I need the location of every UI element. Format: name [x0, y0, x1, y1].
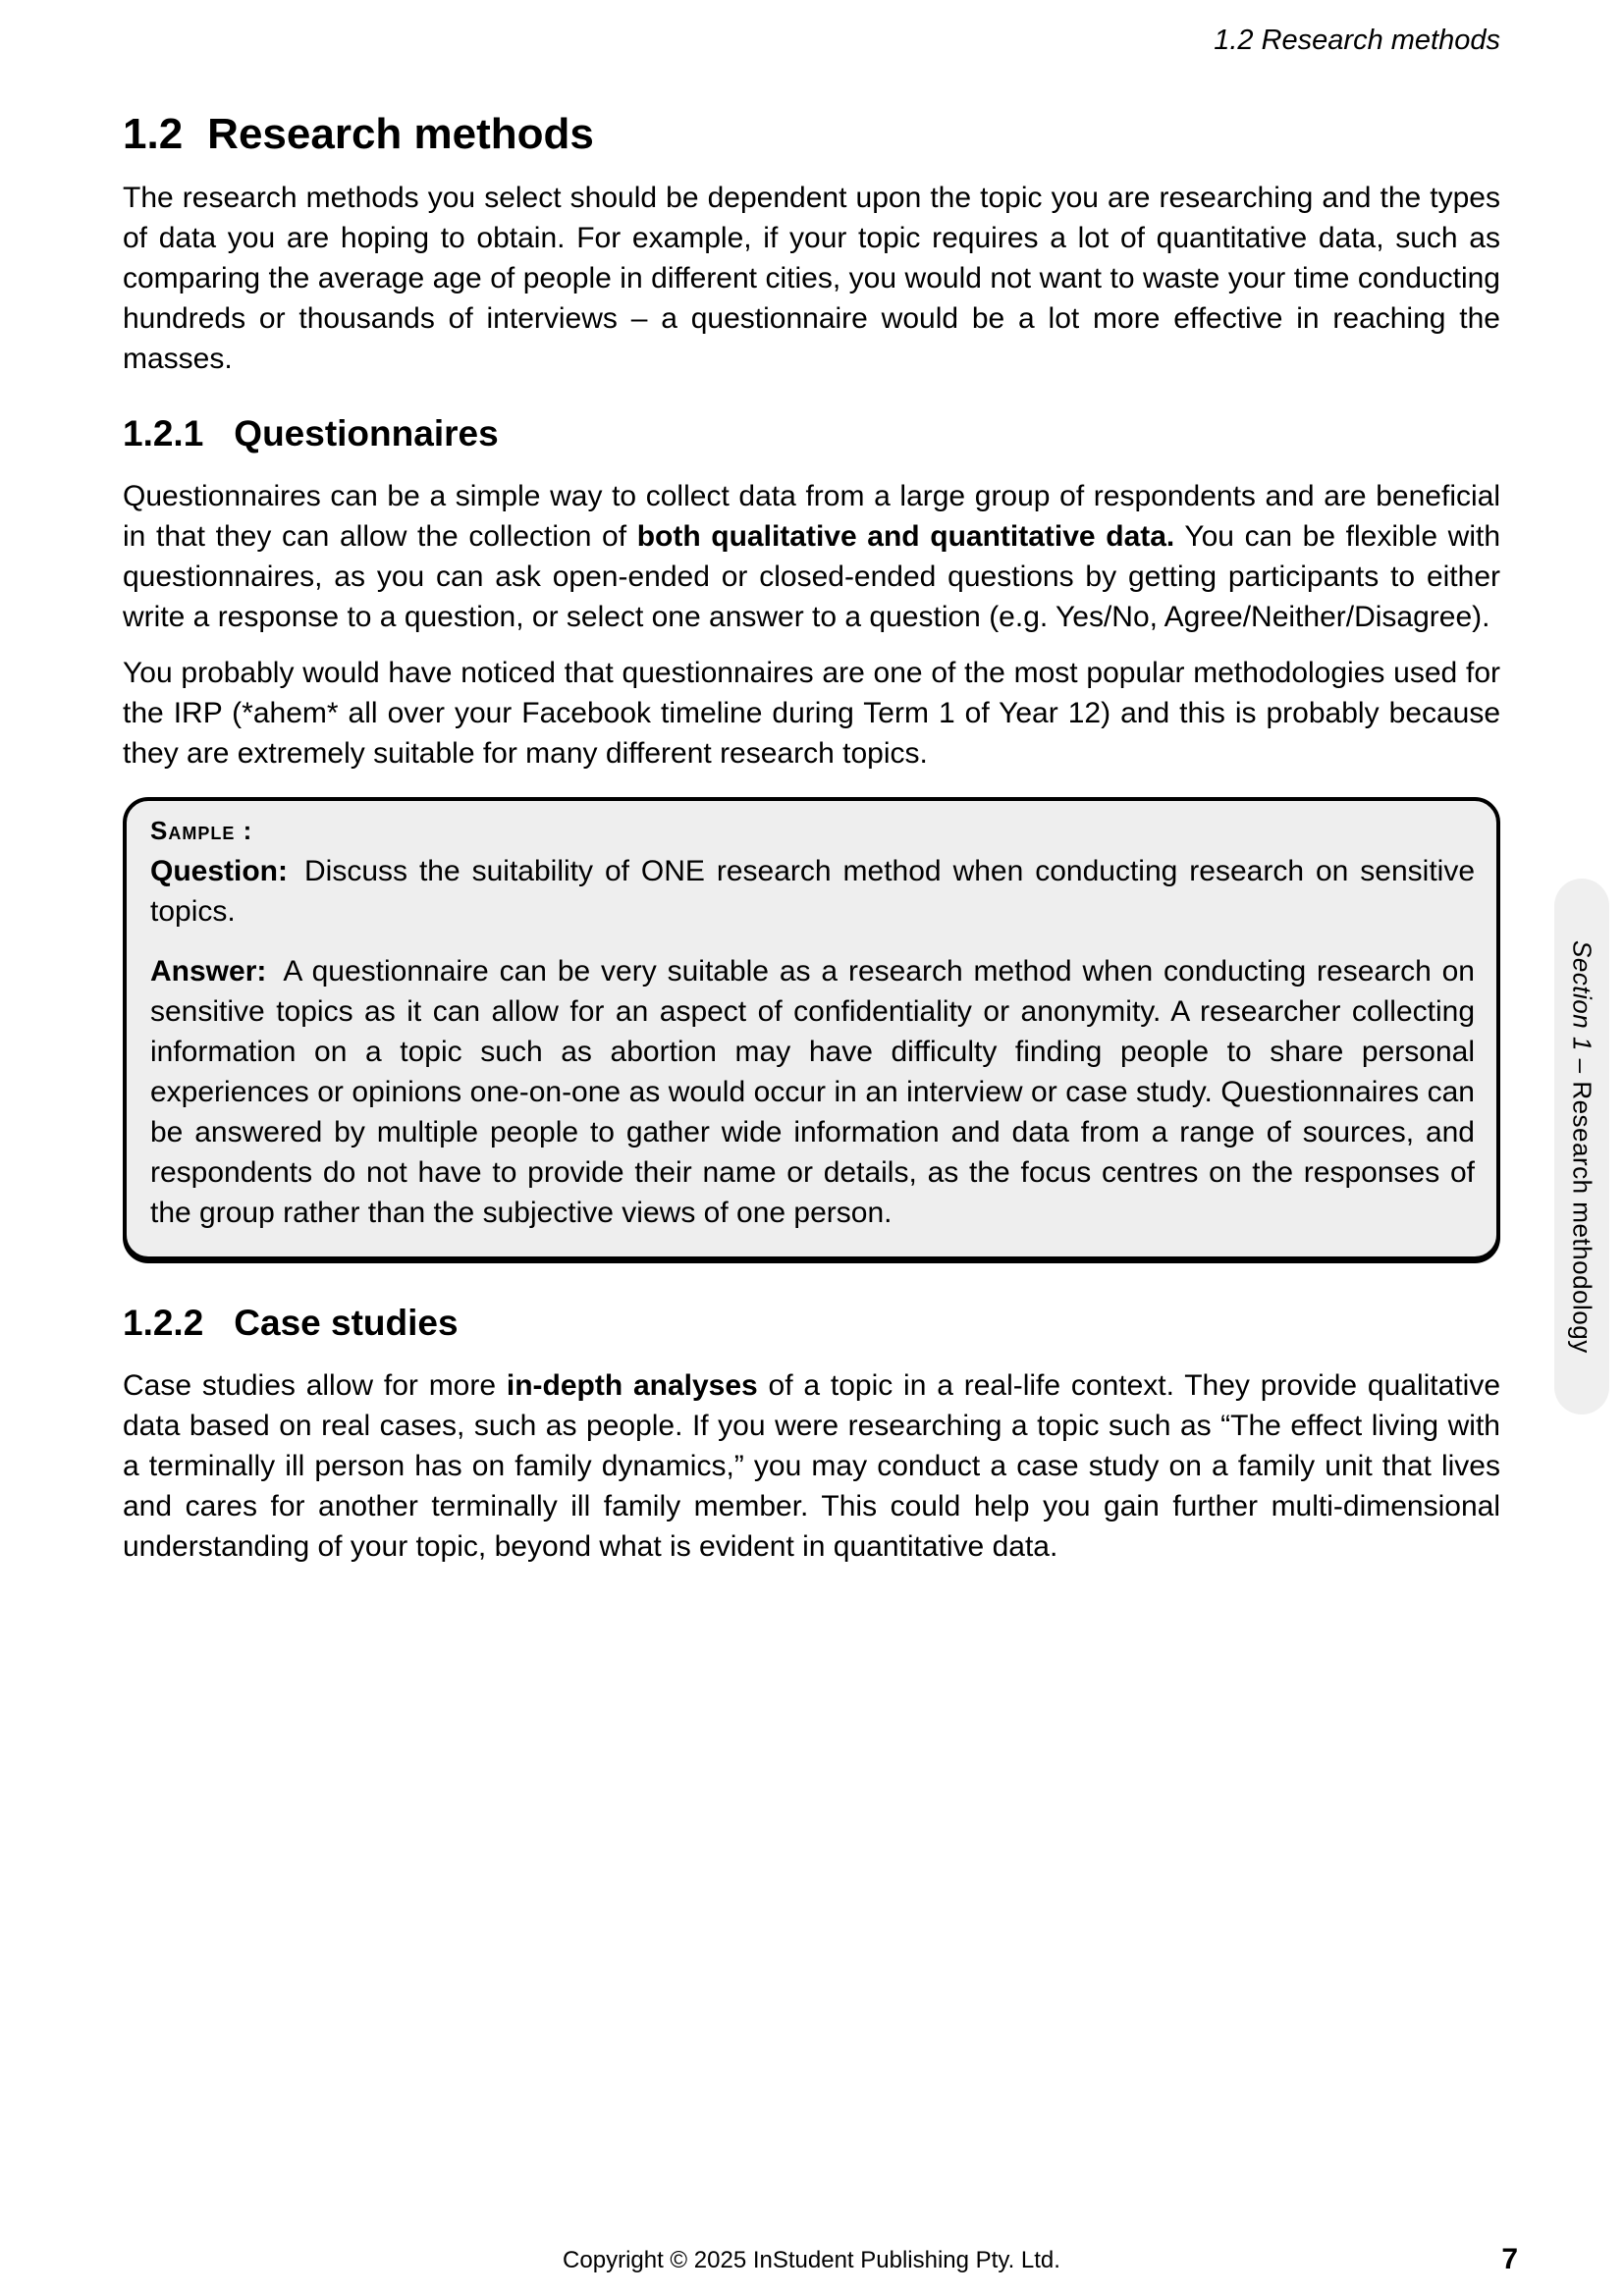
questionnaires-p1-text: Questionnaires can be a simple way to collect data from a large group of respondents and are beneficial in that they can allow the collection of — [123, 480, 1500, 553]
section-tab-number: Section 1 – — [1567, 939, 1597, 1081]
case-studies-text: Case studies allow for more — [123, 1369, 507, 1402]
case-studies-text-after: of a topic in a real-life context. They provide qualitative data based on real cases, such as people. If you were researching a topic such as “The effect living with a terminally ill person has on family dynamics,” you may conduct a case study on a family unit that lives and cares for another terminally ill family member. This could help you gain further multi-dimensional understanding of your topic, beyond what is evident in quantitative data. — [123, 1369, 1500, 1563]
sample-question-text: Discuss the suitability of ONE research method when conducting research on sensitive topics. — [150, 855, 1475, 928]
page-number: 7 — [1501, 2243, 1518, 2275]
page-title-text: Research methods — [207, 110, 594, 158]
sample-question — [150, 851, 1475, 932]
section-tab — [1554, 879, 1609, 1415]
questionnaires-paragraph-1 — [123, 476, 1500, 637]
sample-box-label: Sample : — [150, 816, 253, 845]
sample-answer — [150, 951, 1475, 1233]
section-tab-title: Research methodology — [1567, 1080, 1597, 1354]
heading-questionnaires — [123, 414, 1500, 454]
sample-question-label: Question: — [150, 855, 288, 887]
questionnaires-p1-bold: both qualitative and quantitative data. — [636, 520, 1175, 553]
running-header: 1.2 Research methods — [1214, 25, 1500, 56]
footer-copyright: Copyright © 2025 InStudent Publishing Pty. Ltd. — [563, 2247, 1060, 2273]
section-tab-text — [1567, 940, 1597, 1354]
text-column — [123, 0, 1500, 1567]
questionnaires-paragraph-2: You probably would have noticed that questionnaires are one of the most popular methodologies used for the IRP (*ahem* all over your Facebook timeline during Term 1 of Year 12) and this is probably because they are extremely suitable for many different research topics. — [123, 657, 1500, 770]
heading-questionnaires-text: Questionnaires — [234, 413, 499, 454]
case-studies-paragraph — [123, 1365, 1500, 1567]
case-studies-bold: in-depth analyses — [506, 1369, 758, 1402]
heading-case-studies-text: Case studies — [234, 1303, 459, 1343]
heading-case-studies-number: 1.2.2 — [123, 1303, 204, 1343]
questionnaires-p1-text-after: You can be flexible with questionnaires, as you can ask open-ended or closed-ended questions by getting participants to either write a response to a question, or select one answer to a question (e.g. Yes/No, Agree/Neither/Disagree). — [123, 520, 1500, 633]
sample-answer-text: A questionnaire can be very suitable as a research method when conducting research on sensitive topics as it can allow for an aspect of confidentiality or anonymity. A researcher collecting information on a topic such as abortion may have difficulty finding people to share personal experiences or opinions one-on-one as would occur in an interview or case study. Questionnaires can be answered by multiple people to gather wide information and data from a range of sources, and respondents do not have to provide their name or details, as the focus centres on the responses of the group rather than the subjective views of one person. — [150, 955, 1475, 1229]
page-title-number: 1.2 — [123, 110, 184, 158]
heading-case-studies — [123, 1304, 1500, 1343]
page-title — [123, 112, 1500, 157]
sample-box — [123, 797, 1500, 1260]
intro-paragraph: The research methods you select should be dependent upon the topic you are researching and the types of data you are hoping to obtain. For example, if your topic requires a lot of quantitative data, such as comparing the average age of people in different cities, you would not want to waste your time conducting hundreds or thousands of interviews – a questionnaire would be a lot more effective in reaching the masses. — [123, 182, 1500, 375]
sample-answer-label: Answer: — [150, 955, 267, 988]
heading-questionnaires-number: 1.2.1 — [123, 413, 204, 454]
